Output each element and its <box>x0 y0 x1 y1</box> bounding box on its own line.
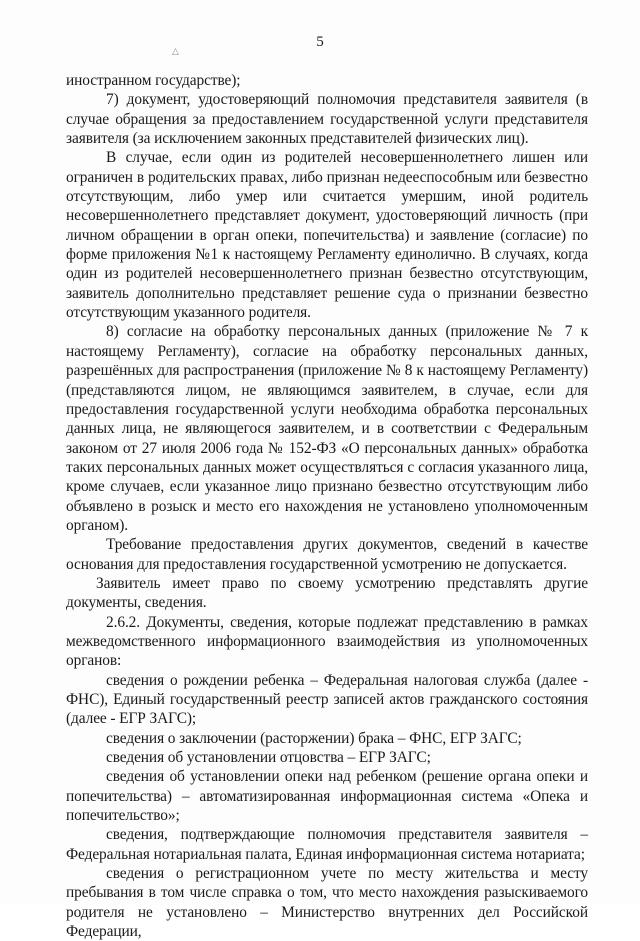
paragraph-applicant-right: Заявитель имеет право по своему усмотрению представлять другие документы, сведения. <box>66 574 588 612</box>
scan-mark: △ <box>172 46 179 56</box>
document-body <box>66 71 588 941</box>
list-item-marriage: сведения о заключении (расторжении) брака – ФНС, ЕГР ЗАГС; <box>106 729 522 747</box>
list-item-registration: сведения о регистрационном учете по месту жительства и месту пребывания в том числе справка о том, что место нахождения разыскиваемого родителя не установлено – Министерство внутренних дел Российской Федерации, <box>66 865 588 941</box>
list-item-representative: сведения, подтверждающие полномочия представителя заявителя – Федеральная нотариальная палата, Единая информационная система нотариата; <box>66 826 588 863</box>
page-number: 5 <box>316 34 324 50</box>
paragraph-item-8: 8) согласие на обработку персональных данных (приложение № 7 к настоящему Регламенту), согласие на обработку персональных данных, разрешённых для распространения (приложение № 8 к настоящему Регламенту) (представляются лицом, не являющимся заявителем, в случае, если для предоставления государственной услуги необходима обработка персональных данных лица, не являющегося заявителем, и в соответствии с Федеральным законом от 27 июля 2006 года № 152-ФЗ «О персональных данных» обработка таких персональных данных может осуществляться с согласия указанного лица, кроме случаев, если указанное лицо признано безвестно отсутствующим либо объявлено в розыск и место его нахождения не установлено уполномоченным органом). <box>66 323 588 534</box>
list-item-birth: сведения о рождении ребенка – Федеральная налоговая служба (далее - ФНС), Единый государственный реестр записей актов гражданского состояния (далее - ЕГР ЗАГС); <box>66 671 588 728</box>
paragraph-2-6-2: 2.6.2. Документы, сведения, которые подлежат представлению в рамках межведомственного информационного взаимодействия из уполномоченных органов: <box>66 613 588 670</box>
list-item-paternity: сведения об установлении отцовства – ЕГР ЗАГС; <box>106 749 431 767</box>
list-item-guardianship: сведения об установлении опеки над ребенком (решение органа опеки и попечительства) – автоматизированная информационная система «Опека и попечительство»; <box>66 768 588 825</box>
paragraph-continuation: иностранном государстве); <box>66 72 241 89</box>
paragraph-other-docs: Требование предоставления других документов, сведений в качестве основания для предоставления государственной усмотрению не допускается. <box>66 536 588 573</box>
paragraph-parent-case: В случае, если один из родителей несовершеннолетнего лишен или ограничен в родительских правах, либо признан недееспособным или безвестно отсутствующим, либо умер или считается умершим, иной родитель несовершеннолетнего представляет документ, удостоверяющий личность (при личном обращении в орган опеки, попечительства) и заявление (согласие) по форме приложения №1 к настоящему Регламенту единолично. В случаях, когда один из родителей несовершеннолетнего признан безвестно отсутствующим, заявитель дополнительно представляет решение суда о признании безвестно отсутствующим указанного родителя. <box>66 149 588 322</box>
paragraph-item-7: 7) документ, удостоверяющий полномочия представителя заявителя (в случае обращения за предоставлением государственной услуги представителя заявителя (за исключением законных представителей физических лиц). <box>66 91 588 148</box>
